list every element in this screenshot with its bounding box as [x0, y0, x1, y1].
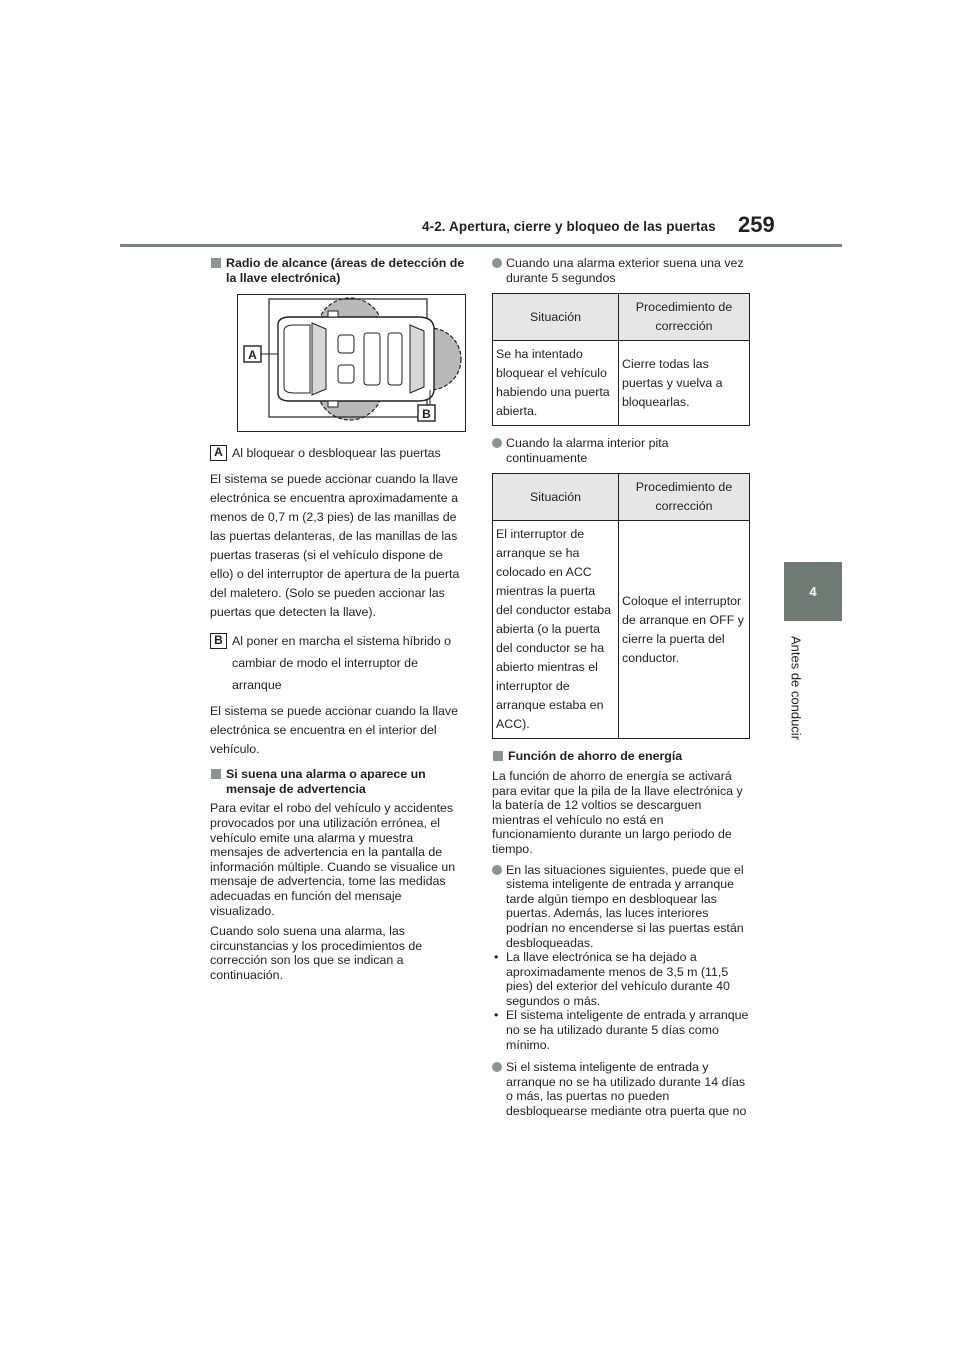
table-cell: Se ha intentado bloquear el vehículo habiendo una puerta abierta.	[493, 341, 619, 426]
bullet-situations: En las situaciones siguientes, puede que el sistema inteligente de entrada y arranque tarde algún tiempo en desbloquear las puertas. Además, las luces interiores podrían no encenderse si las puertas están desbloqueadas.	[492, 863, 750, 951]
diagram-label-b: B	[422, 407, 431, 422]
square-bullet-icon	[211, 769, 221, 779]
heading-alarm: Si suena una alarma o aparece un mensaje de advertencia	[210, 767, 466, 796]
chapter-label-text: Antes de conducir	[788, 635, 804, 741]
detection-area-diagram	[237, 294, 466, 432]
dot-marker-icon: •	[494, 950, 499, 965]
table-row	[493, 341, 750, 426]
letter-a-icon: A	[210, 445, 227, 461]
right-column	[492, 256, 750, 1126]
paragraph-alarm-1: Para evitar el robo del vehículo y accidentes provocados por una utilización errónea, el vehículo emite una alarma y muestra mensajes de advertencia en la pantalla de información múltiple. Cuando se visualice un mensaje de advertencia, tome las medidas adecuadas en función del mensaje visualizado.	[210, 801, 456, 918]
heading-range: Radio de alcance (áreas de detección de la llave electrónica)	[210, 256, 466, 285]
table-header: Procedimiento de corrección	[619, 474, 750, 521]
sub-item-2: • El sistema inteligente de entrada y arranque no se ha utilizado durante 5 días como mínimo.	[494, 1008, 749, 1052]
square-bullet-icon	[493, 751, 503, 761]
item-b: B Al poner en marcha el sistema híbrido o cambiar de modo el interruptor de arranque	[210, 630, 466, 696]
table-header: Situación	[493, 294, 619, 341]
sub-item-1: • La llave electrónica se ha dejado a aproximadamente menos de 3,5 m (11,5 pies) del exterior del vehículo durante 40 segundos o más.	[494, 950, 730, 1008]
table-cell: Coloque el interruptor de arranque en OFF y cierre la puerta del conductor.	[619, 521, 750, 739]
table-row	[493, 521, 750, 739]
header-rule	[120, 244, 842, 247]
square-bullet-icon	[211, 258, 221, 268]
table-interior-alarm	[492, 473, 750, 739]
round-bullet-icon	[492, 1062, 502, 1072]
table-header: Procedimiento de corrección	[619, 294, 750, 341]
heading-energy-saving: Función de ahorro de energía	[492, 749, 750, 764]
chapter-label	[786, 632, 806, 744]
car-top-view-icon	[238, 295, 464, 430]
paragraph-energy: La función de ahorro de energía se activará para evitar que la pila de la llave electrónica y la batería de 12 voltios se descarguen mientras el vehículo no está en funcionamiento durante un largo periodo de tiempo.	[492, 768, 743, 856]
item-a: A Al bloquear o desbloquear las puertas	[210, 442, 466, 464]
paragraph-a: El sistema se puede accionar cuando la llave electrónica se encuentra aproximadamente a menos de 0,7 m (2,3 pies) de las manillas de las puertas delanteras, de las manillas de las puertas traseras (si el vehículo dispone de ello) o del interruptor de apertura de la puerta del maletero. (Solo se pueden accionar las puertas que detecten la llave).	[210, 472, 460, 620]
round-bullet-icon	[492, 438, 502, 448]
bullet-exterior-alarm: Cuando una alarma exterior suena una vez durante 5 segundos	[492, 256, 750, 285]
table-header: Situación	[493, 474, 619, 521]
round-bullet-icon	[492, 865, 502, 875]
left-column	[210, 256, 466, 989]
chapter-tab: 4	[784, 562, 842, 621]
bullet-14-days: Si el sistema inteligente de entrada y arranque no se ha utilizado durante 14 días o más, las puertas no pueden desbloquearse mediante otra puerta que no	[492, 1060, 750, 1118]
dot-marker-icon: •	[494, 1008, 499, 1023]
table-cell: Cierre todas las puertas y vuelva a bloquearlas.	[619, 341, 750, 426]
paragraph-alarm-2: Cuando solo suena una alarma, las circunstancias y los procedimientos de corrección son los que se indican a continuación.	[210, 924, 423, 982]
section-title: 4-2. Apertura, cierre y bloqueo de las puertas	[422, 219, 716, 234]
table-exterior-alarm	[492, 293, 750, 426]
round-bullet-icon	[492, 258, 502, 268]
diagram-label-a: A	[248, 348, 257, 363]
bullet-interior-alarm: Cuando la alarma interior pita continuamente	[492, 436, 750, 465]
table-cell: El interruptor de arranque se ha colocado en ACC mientras la puerta del conductor estaba abierta (o la puerta del conductor se ha abierto mientras el interruptor de arranque estaba en ACC).	[493, 521, 619, 739]
page-number: 259	[738, 212, 775, 237]
letter-b-icon: B	[210, 633, 227, 649]
paragraph-b: El sistema se puede accionar cuando la llave electrónica se encuentra en el interior del vehículo.	[210, 704, 458, 757]
